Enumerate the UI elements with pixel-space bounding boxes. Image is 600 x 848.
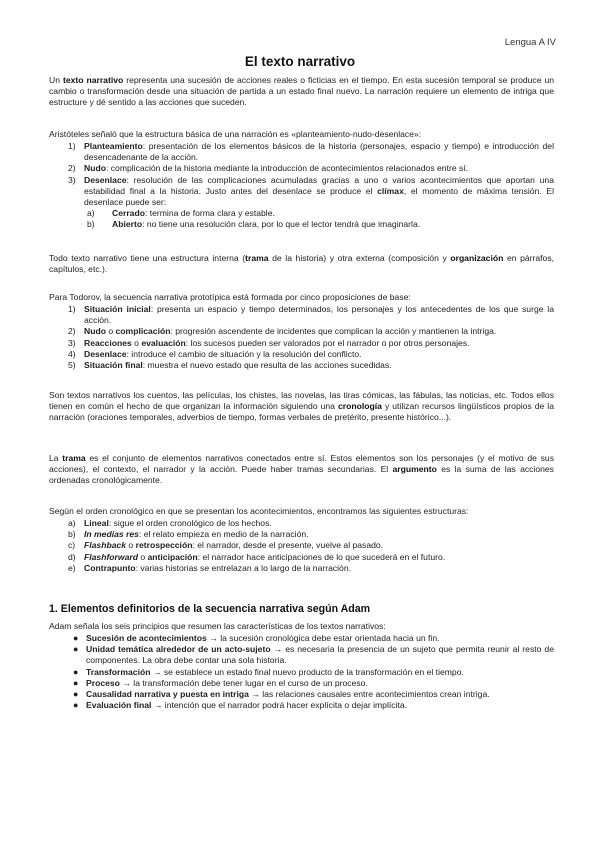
- list-item: 2) Nudo: complicación de la historia mediante la introducción de acontecimientos relacionados entre sí.: [68, 163, 469, 174]
- desenlace-types: [49, 208, 554, 230]
- list-item: d) Flashforward o anticipación: el narrador hace anticipaciones de lo que sucederá en el futuro.: [68, 551, 446, 562]
- list-item: ● Causalidad narrativa y puesta en intriga → las relaciones causales entre acontecimientos crean intriga.: [73, 689, 490, 700]
- bullet-icon: ●: [73, 633, 79, 643]
- section-heading: 1. Elementos definitorios de la secuencia narrativa según Adam: [49, 603, 371, 615]
- bullet-icon: ●: [73, 666, 79, 677]
- list-item: a) Lineal: sigue el orden cronológico de los hechos.: [68, 518, 272, 528]
- list-item: ● Unidad temática alrededor de un acto-sujeto → es necesaria la presencia de un sujeto que permita reunir al resto de componentes. La obra debe contar una sola historia.: [73, 644, 554, 666]
- list-item: ● Evaluación final → intención que el narrador podrá hacer explícita o dejar implícita.: [73, 700, 408, 711]
- course-header: Lengua A IV: [504, 37, 556, 48]
- list-item: 1) Planteamiento: presentación de los elementos básicos de la historia (personajes, espacio y tiempo) e introducción del desencadenante de la acción.: [68, 141, 554, 163]
- estructura-paragraph: Todo texto narrativo tiene una estructura interna (trama de la historia) y otra externa (composición y organización en párrafos, capítulos, etc.).: [49, 253, 555, 275]
- list-item: 2) Nudo o complicación: progresión ascendente de incidentes que complican la acción y mantienen la intriga.: [68, 326, 497, 337]
- list-item: 5) Situación final: muestra el nuevo estado que resulta de las acciones sucedidas.: [68, 360, 392, 371]
- bullet-icon: ●: [73, 700, 79, 711]
- bullet-icon: ●: [73, 677, 79, 688]
- intro-paragraph: Un texto narrativo representa una sucesión de acciones reales o ficticias en el tiempo. En esta sucesión temporal se produce un cambio o transformación desde una situación de partida a un estado final nuevo. La narración requiere un elemento de intriga que estructure y dé sentido a las acciones que suceden.: [49, 75, 554, 108]
- todorov-list: [49, 304, 554, 371]
- list-item: 4) Desenlace: introduce el cambio de situación y la resolución del conflicto.: [68, 348, 362, 359]
- list-item: c) Flashback o retrospección: el narrador, desde el presente, vuelve al pasado.: [68, 540, 384, 551]
- list-item: 3) Reacciones o evaluación: los sucesos pueden ser valorados por el narrador o por otros personajes.: [68, 337, 470, 348]
- list-item: 1) Situación inicial: presenta un espacio y tiempo determinados, los personajes y los antecedentes de los que surge la acción.: [68, 304, 554, 326]
- aristoteles-lead: Aristóteles señaló que la estructura básica de una narración es «planteamiento-nudo-desenlace»:: [49, 129, 422, 139]
- bullet-icon: ●: [73, 644, 79, 655]
- list-item: ● Transformación → se establece un estado final nuevo producto de la transformación en el tiempo.: [73, 666, 464, 677]
- list-item: b) Abierto: no tiene una resolución clara, por lo que el lector tendrá que imaginarla.: [87, 219, 421, 230]
- list-item: ● Sucesión de acontecimientos → la sucesión cronológica debe estar orientada hacia un fin.: [73, 633, 440, 643]
- list-item: e) Contrapunto: varias historias se entrelazan a lo largo de la narración.: [68, 562, 351, 573]
- adam-list: [49, 633, 554, 711]
- orden-lead: Según el orden cronológico en que se presentan los acontecimientos, encontramos las siguientes estructuras:: [49, 506, 469, 516]
- page-title: El texto narrativo: [244, 54, 356, 69]
- list-item: 3) Desenlace: resolución de las complicaciones acumuladas gracias a uno o varios acontecimientos que aportan una estabilidad final a la historia. Justo antes del desenlace se produce el clímax, el momento de máxima tensión. El desenlace puede ser:: [68, 174, 554, 208]
- trama-paragraph: La trama es el conjunto de elementos narrativos conectados entre sí. Estos elementos son los personajes (y el motivo de sus acciones), el contexto, el narrador y la acción. Puede haber tramas secundarias. El argumento es la suma de las acciones ordenadas cronológicamente.: [49, 453, 554, 486]
- todorov-lead: Para Todorov, la secuencia narrativa prototípica está formada por cinco proposiciones de base:: [49, 292, 411, 302]
- bullet-icon: ●: [73, 689, 79, 700]
- aristoteles-list: [49, 141, 554, 231]
- list-item: ● Proceso → la transformación debe tener lugar en el curso de un proceso.: [73, 677, 368, 688]
- list-item: a) Cerrado: termina de forma clara y estable.: [87, 208, 275, 219]
- adam-lead: Adam señala los seis principios que resumen las características de los textos narrativos:: [49, 621, 386, 631]
- list-item: b) In medias res: el relato empieza en medio de la narración.: [68, 529, 309, 540]
- orden-list: [49, 518, 554, 574]
- ejemplos-paragraph: Son textos narrativos los cuentos, las películas, los chistes, las novelas, las tiras cómicas, las fábulas, las noticias, etc. Todos ellos tienen en común el hecho de que organizan la información siguiendo una cronología y utilizan recursos lingüísticos propios de la narración (oraciones temporales, adverbios de tiempo, formas verbales de pretérito, presente histórico...).: [49, 390, 554, 423]
